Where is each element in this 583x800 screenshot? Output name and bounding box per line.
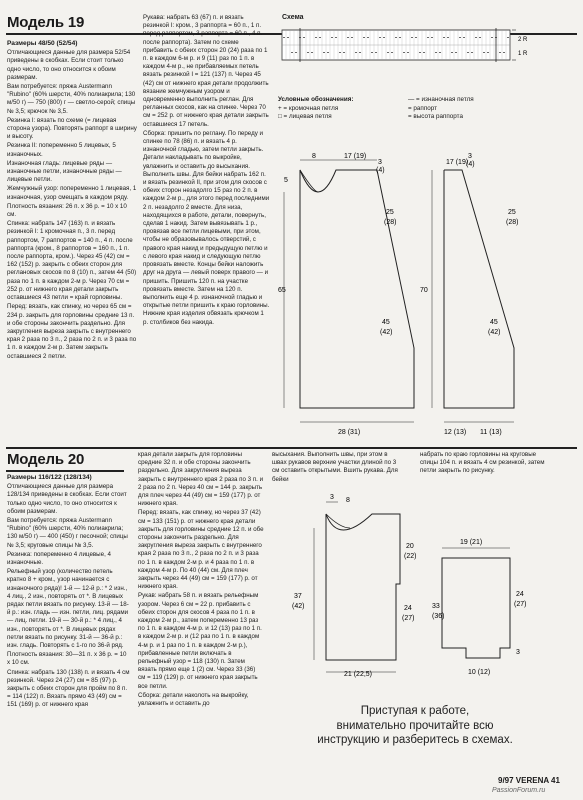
dim-label: (4) — [466, 161, 475, 168]
chart-stitch-mark — [459, 37, 461, 38]
model-20-text-column-3 — [272, 451, 400, 485]
model-19-text-column-2 — [143, 14, 270, 328]
dim-label: (42) — [488, 329, 501, 336]
chart-stitch-mark — [423, 52, 425, 53]
paragraph: Спинка: набрать 147 (163) п. и вязать резинкой I: 1 кромочная п., 3 п. перед раппортом, 7 раппортов = 140 п., 4 п. после раппорта (кром., 8 раппортов = 160 п., 1 п. после раппорта, кром.). Через 45 (42) см = 162 (152) р. закрыть с обеих сторон для реглановых скосов по 8 (10) п., затем 44 (50) раза по 1 п. в каждом 2-м р. Через 70 см = 252 р. от нижнего края детали закрыть оставшиеся 43 петли = край горловины. — [7, 220, 137, 302]
chart-stitch-mark — [351, 37, 353, 38]
model-19-title: Модель 19 — [7, 14, 85, 31]
dim-label: (42) — [292, 603, 305, 610]
paragraph: Рукава: набрать 63 (67) п. и вязать резинкой I: кром., 3 раппорта = 60 п., 1 п. перед раппортом, 3 раппорта = 60 п., 4 п. после раппорта). Затем по схеме прибавить с обеих сторон 20 (24) раза по 1 п. в каждом 6-м р. и 9 (11) раз по 1 п. в каждом 4-м р., не прибавляемых петель вязать резинкой I = 121 (137) п. Через 45 (42) см от нижнего края детали продолжить вязание жемчужным узором и одновременно выполнить реглан. Для регланных скосов, как на спинке. Через 70 см = 252 р. от нижнего края детали закрыть оставшиеся 17 петель. — [143, 14, 269, 128]
reminder-note — [270, 704, 560, 748]
paragraph: Рельефный узор (количество петель кратно 8 + кром., узор начинается с изнаночного ряда)! 1-й — 12-й р.: * 2 изн., 4 лиц., 2 изн., повторять от *. В лицевых рядах петли вязать по рисунку. 13-й — 18-й р.: изн. гладь — изн. петли, лиц. рядами — лиц. петли. 19-й — 30-й р.: * 4 лиц., 4 изн., повторять от *. В лицевых рядах петли вязать по рисунку. 31-й — 36-й р.: изн. гладь. Повторять с 1-го по 36-й ряд. — [7, 568, 129, 650]
note-line: Приступая к работе, — [360, 705, 470, 717]
paragraph: высыхания. Выполнить швы, при этом в швах рукавов верхние участки длиной по 3 см оставить открытыми. Вшить рукава. Для бейки — [272, 451, 398, 483]
paragraph: Рукав: набрать 58 п. и вязать рельефным узором. Через 6 см = 22 р. прибавить с обеих сторон для скосов 4 раза по 1 п. в каждом 2-м р., затем попеременно 13 раз по 1 п. в каждом 4-м р. и 12 (13) раз по 1 п. в каждом 2-м р. и (12 раз по 1 п. в каждом 4-м р. и 1 раз по 1 п. в каждом 2-м р.), прибавленные петли включать в рельефный узор = 118 (130) п. Затем вязать прямо еще 1 (2) см. Через 33 (36) см = 119 (129) р. от нижнего края закрыть все петли. — [138, 592, 262, 690]
dim-label: (27) — [402, 615, 415, 622]
dim-label: 33 — [432, 603, 440, 610]
paragraph: Спинка: набрать 130 (138) п. и вязать 4 см резинкой. Через 24 (27) см = 85 (97) р. закрыть с обеих сторон для пройм по 8 п. = 114 (122) п. Вязать прямо 43 (49) см = 151 (169) р. от нижнего края — [7, 668, 130, 709]
chart-stitch-mark — [403, 52, 405, 53]
chart-stitch-mark — [439, 52, 441, 53]
dim-label: 11 (13) — [480, 429, 502, 436]
dim-label: (42) — [380, 329, 393, 336]
chart-stitch-mark — [375, 52, 377, 53]
watermark: PassionForum.ru — [492, 787, 546, 794]
chart-stitch-mark — [483, 52, 485, 53]
dim-label: 5 — [284, 177, 288, 184]
paragraph: Сборка: детали наколоть на выкройку, увлажнить и оставить до — [138, 691, 249, 708]
chart-stitch-mark — [411, 37, 413, 38]
chart-stitch-mark — [303, 37, 305, 38]
model-20-text-column-2 — [138, 451, 264, 709]
section-divider-middle — [6, 447, 577, 449]
legend-item: + = кромочная петля — [278, 104, 339, 112]
chart-stitch-mark — [479, 37, 481, 38]
chart-stitch-mark — [467, 52, 469, 53]
chart-stitch-mark — [307, 52, 309, 53]
paragraph: Резинка II: попеременно 5 лицевых, 5 изнаночных. — [7, 142, 116, 158]
chart-stitch-mark — [447, 37, 449, 38]
chart-stitch-mark — [503, 52, 505, 53]
paragraph: края детали закрыть для горловины средние 32 п. и обе стороны закончить раздельно. Для закругления выреза закрыть с внутреннего края 2 раза по 3 п. и 2 раза по 2 п. Через 40 см = 144 р. закрыть для плеч через 44 (49) см = 159 (177) р. от нижнего края. — [138, 451, 264, 508]
model-19-sizes: Размеры 48/50 (52/54) — [7, 40, 78, 47]
chart-stitch-mark — [335, 37, 337, 38]
chart-stitch-mark — [355, 52, 357, 53]
chart-stitch-mark — [347, 37, 349, 38]
dim-label: 3 — [468, 153, 472, 160]
chart-row-label: 2 R — [518, 37, 528, 43]
chart-stitch-mark — [315, 37, 317, 38]
chart-stitch-mark — [427, 37, 429, 38]
pattern-back-front — [276, 152, 426, 442]
dim-label: 24 — [404, 605, 412, 612]
page-footer: 9/97 VERENA 41 — [498, 776, 560, 785]
chart-stitch-mark — [487, 52, 489, 53]
chart-stitch-mark — [499, 52, 501, 53]
dim-label: 3 — [516, 649, 520, 656]
chart-stitch-mark — [443, 37, 445, 38]
pattern-sleeve — [414, 152, 544, 442]
dim-label: 10 (12) — [468, 669, 491, 676]
chart-stitch-mark — [415, 37, 417, 38]
dim-label: (27) — [514, 601, 527, 608]
chart-stitch-mark — [311, 52, 313, 53]
chart-stitch-mark — [363, 37, 365, 38]
chart-stitch-mark — [419, 52, 421, 53]
chart-stitch-mark — [475, 37, 477, 38]
note-line: внимательно прочитайте всю — [336, 719, 494, 732]
dim-label: 20 — [406, 543, 414, 550]
dim-label: 21 (22,5) — [344, 671, 373, 678]
chart-stitch-mark — [291, 52, 293, 53]
dim-label: 17 (19) — [344, 153, 367, 160]
paragraph: Жемчужный узор: попеременно 1 лицевая, 1 изнаночная, узор смещать в каждом ряду. — [7, 185, 137, 201]
legend-item: □ = лицевая петля — [278, 113, 332, 120]
chart-stitch-mark — [455, 52, 457, 53]
paragraph: Перед: вязать, как спинку, но через 65 см = 234 р. закрыть для горловины средние 13 п. и обе стороны закончить раздельно. Для закругления выреза закрыть с внутреннего края 2 раза по 3 п., 2 раза по 2 п. и 3 раза по 1 п. в каждом 2-м р. Затем закрыть оставшиеся 2 петли. — [7, 303, 137, 360]
chart-stitch-mark — [471, 52, 473, 53]
legend-item: — = изнаночная петля — [408, 96, 474, 103]
dim-label: (22) — [404, 553, 417, 560]
chart-stitch-mark — [387, 52, 389, 53]
chart-stitch-mark — [407, 52, 409, 53]
dim-label: 3 — [330, 494, 334, 501]
paragraph: Сборка: пришить по реглану. По переду и спинке по 78 (86) п. и вязать 4 р. изнаночной гладью, затем петли закрыть. Детали накладывать по выкройке, увлажнить и оставить до высыхания. Выполнить швы. Для бейки набрать 162 п. и вязать резинкой II, при этом для скосов с обеих сторон незадолго 15 раз по 2 п. в каждом 2-м р., для этого перед последними 2 п. незадолго 2 вместе. Для низа, находящихся в работе, детали, повернуть, сделав 1 накид. Затем вывязывать 1 р., провязав все петли лицевыми, при этом, чтобы не образовывалось отверстий, с правого края накид и предыдущую петлю и с левого края накид и следующую петлю провязать вместе. Концы бейки наложить друг на друга — левый поверх правого — и пришить. Пришить 120 п. на участке провязать вместе. Затем на 120 п. выполнить еще 4 р. изнаночной гладью и открытые петли пришить к краю горловины. Нижние края изделия обвязать крючком 1 р. столбиков без накида. — [143, 129, 270, 326]
legend-item: = высота раппорта — [408, 113, 463, 120]
chart-stitch-mark — [399, 37, 401, 38]
dim-label: (4) — [376, 167, 385, 174]
legend-item: = раппорт — [408, 104, 438, 112]
paragraph: Резинка: попеременно 4 лицевые, 4 изнаночные. — [7, 550, 111, 567]
model-20-text-column-1 — [7, 474, 131, 711]
dim-label: 19 (21) — [460, 539, 483, 546]
note-line: инструкцию и разберитесь в схемах. — [317, 734, 513, 746]
chart-stitch-mark — [435, 52, 437, 53]
paragraph: Резинка I: вязать по схеме (= лицевая сторона узора). Повторять раппорт в ширину и высоту. — [7, 116, 137, 141]
chart-stitch-mark — [359, 52, 361, 53]
dim-label: 8 — [312, 153, 316, 160]
model-20-underline — [6, 470, 124, 472]
dim-label: 45 — [382, 319, 390, 326]
paragraph: Плотность вязания: 26 п. x 36 р. = 10 x 10 см. — [7, 202, 127, 219]
dim-label: 25 — [508, 209, 516, 216]
chart-stitch-mark — [395, 37, 397, 38]
paragraph: Вам потребуется: пряжа Austermann "Rubino" (60% шерсти, 40% полиакрила; 130 м/50 г) — 400 (450) г песочной; спицы № 3,5; круговые спицы № 3,5. — [7, 517, 128, 549]
chart-stitch-mark — [339, 52, 341, 53]
stitch-chart — [280, 24, 540, 66]
model-19-text-column-1 — [7, 40, 137, 362]
paragraph: Вам потребуется: пряжа Austermann "Rubino" (60% шерсти, 40% полиакрила; 130 м/50 г) — 750 (800) г — светло-серой; спицы № 3,5; крючок № 3,5. — [7, 83, 136, 115]
paragraph: набрать по краю горловины на круговые спицы 104 п. и вязать 4 см резинкой, затем петли закрыть по рисунку. — [420, 451, 545, 475]
chart-stitch-mark — [379, 37, 381, 38]
chart-stitch-mark — [287, 37, 289, 38]
dim-label: 8 — [346, 497, 350, 504]
dim-label: (28) — [506, 219, 519, 226]
dim-label: 65 — [278, 287, 286, 294]
dim-label: (36) — [432, 613, 445, 620]
chart-stitch-mark — [295, 52, 297, 53]
dim-label: 28 (31) — [338, 429, 361, 436]
dim-label: 24 — [516, 591, 524, 598]
paragraph: Отличающиеся данные для размера 128/134 приведены в скобках. Если стоит только одно число, то оно относится к обоим размерам. — [7, 483, 127, 515]
dim-label: 37 — [294, 593, 302, 600]
chart-stitch-mark — [343, 52, 345, 53]
dim-label: 25 — [386, 209, 394, 216]
paragraph: Плотность вязания: 30—31 п. x 36 р. = 10 x 10 см. — [7, 651, 127, 667]
dim-label: 12 (13) — [444, 429, 467, 436]
dim-label: 3 — [378, 159, 382, 166]
chart-stitch-mark — [371, 52, 373, 53]
paragraph: Изнаночная гладь: лицевые ряды — изнаночные петли, изнаночные ряды — лицевые петли. — [7, 159, 122, 184]
dim-label: 17 (19) — [446, 159, 469, 166]
legend-title: Условные обозначения: — [278, 96, 354, 103]
dim-label: 45 — [490, 319, 498, 326]
paragraph: Перед: вязать, как спинку, но через 37 (42) см = 133 (151) р. от нижнего края детали закрыть для горловины средние 12 п. и обе стороны закончить раздельно. Для закругления выреза закрыть с внутреннего края 2 раза по 3 п., 2 раза по 2 п. и 3 раза по 1 п. в каждом 2-м р. и 4 раза по 1 п. в каждом 4-м р. По 40 (44) см. Для плеч закрыть через 44 (49) см = 159 (177) р. от нижнего края. — [138, 509, 264, 591]
chart-stitch-mark — [323, 52, 325, 53]
chart-stitch-mark — [391, 52, 393, 53]
chart-stitch-mark — [327, 52, 329, 53]
pattern-model20-sleeve — [432, 530, 552, 680]
model-20-title: Модель 20 — [7, 451, 85, 468]
paragraph: Отличающиеся данные для размера 52/54 приведены в скобках. Если стоит только одно число, то оно относится к обоим размерам. — [7, 49, 131, 81]
chart-stitch-mark — [283, 37, 285, 38]
chart-stitch-mark — [463, 37, 465, 38]
chart-stitch-mark — [383, 37, 385, 38]
chart-stitch-mark — [431, 37, 433, 38]
scheme-label: Схема — [282, 14, 304, 21]
dim-label: (28) — [384, 219, 397, 226]
chart-stitch-mark — [491, 37, 493, 38]
chart-stitch-mark — [331, 37, 333, 38]
chart-stitch-mark — [451, 52, 453, 53]
chart-stitch-mark — [319, 37, 321, 38]
chart-stitch-mark — [507, 37, 509, 38]
pattern-model20-body — [292, 490, 432, 680]
legend-block — [278, 96, 418, 122]
dim-label: 70 — [420, 287, 428, 294]
legend-block-2 — [408, 96, 548, 122]
model-20-text-column-4 — [420, 451, 548, 477]
chart-row-label: 1 R — [518, 51, 528, 57]
chart-stitch-mark — [367, 37, 369, 38]
model-20-sizes: Размеры 116/122 (128/134) — [7, 474, 92, 481]
